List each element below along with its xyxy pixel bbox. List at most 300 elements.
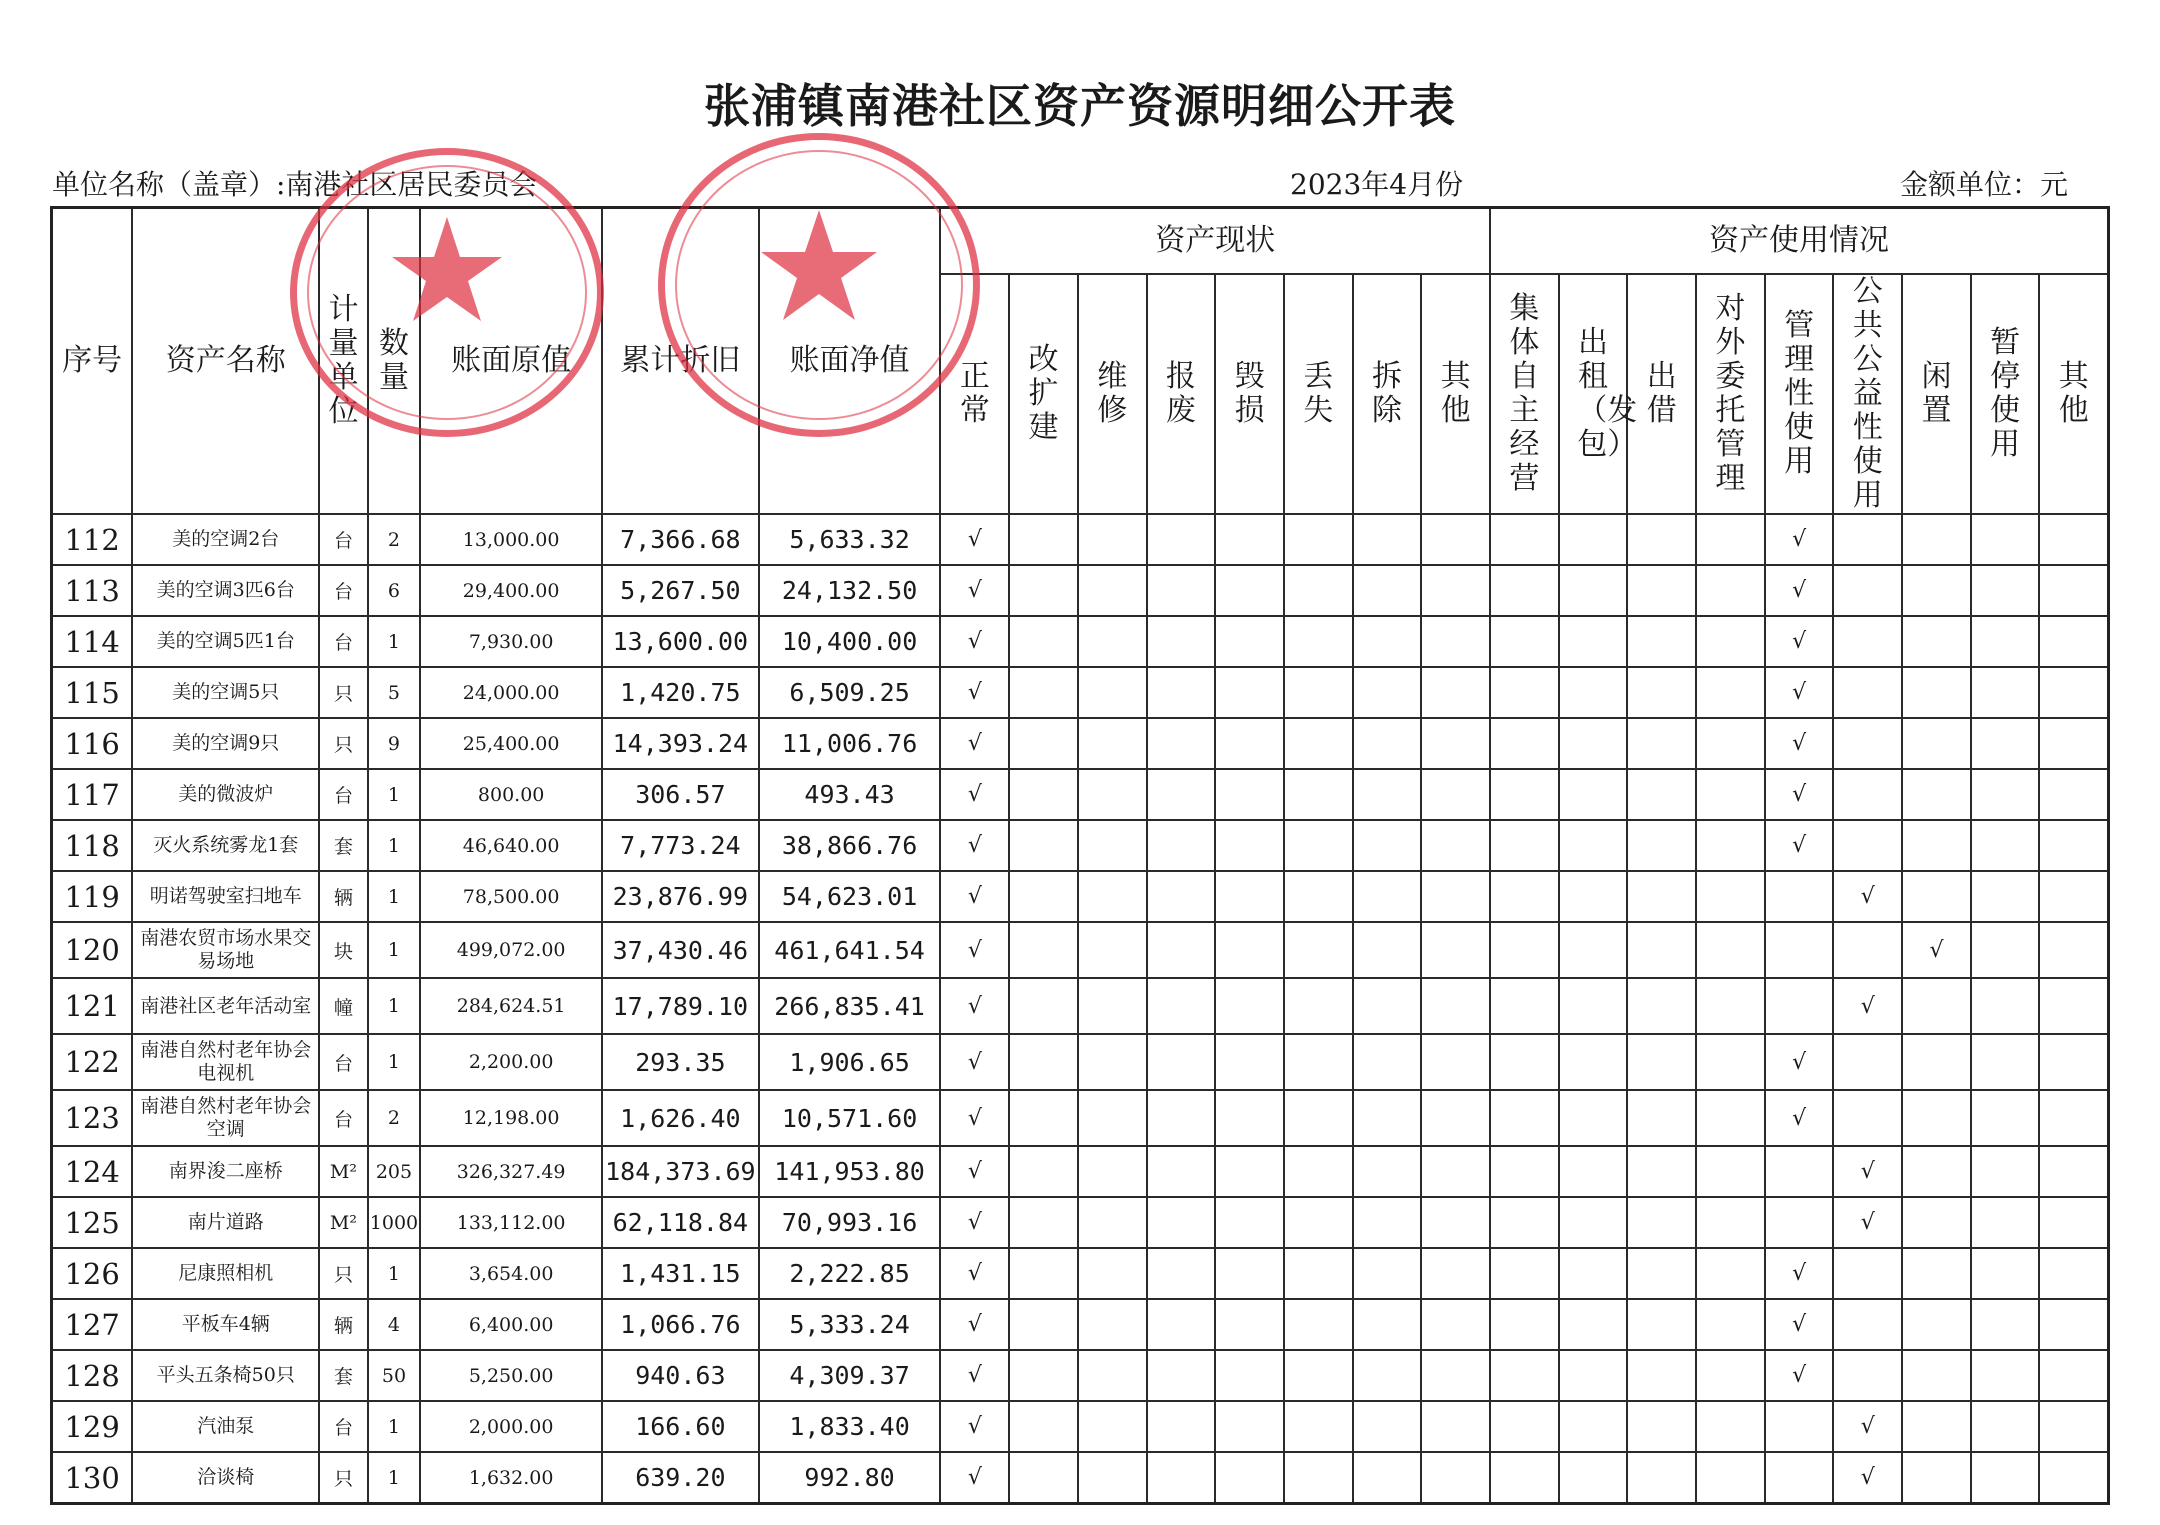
row-usage-cell: [1902, 820, 1971, 871]
table-row: [52, 871, 2109, 922]
row-status-cell: [1421, 667, 1490, 718]
col-header-accum-depreciation: 累计折旧: [602, 208, 759, 515]
row-net-value: 461,641.54: [759, 922, 941, 978]
row-usage-cell: [1490, 1146, 1559, 1197]
row-usage-cell: [1833, 565, 1902, 616]
row-usage-cell: [1559, 1401, 1628, 1452]
row-status-cell: [1009, 922, 1078, 978]
row-accum-depreciation: 293.35: [602, 1034, 759, 1090]
row-usage-cell: [1627, 667, 1696, 718]
table-row: [52, 978, 2109, 1034]
row-status-cell: √: [940, 718, 1009, 769]
row-usage-cell: [1971, 1401, 2040, 1452]
row-status-cell: [1009, 616, 1078, 667]
row-usage-cell: [1696, 1299, 1765, 1350]
row-status-cell: [1353, 769, 1422, 820]
row-usage-cell: [1902, 1197, 1971, 1248]
row-usage-cell: [1971, 1299, 2040, 1350]
row-usage-cell: [1902, 978, 1971, 1034]
row-seq: 117: [52, 769, 133, 820]
row-usage-cell: [1902, 616, 1971, 667]
row-status-cell: [1421, 769, 1490, 820]
col-header-status: [1215, 274, 1284, 514]
row-usage-cell: [1902, 1146, 1971, 1197]
row-status-cell: [1215, 667, 1284, 718]
row-usage-cell: [1696, 718, 1765, 769]
row-net-value: 11,006.76: [759, 718, 941, 769]
row-status-cell: [1421, 718, 1490, 769]
row-status-cell: √: [940, 1248, 1009, 1299]
currency-unit-label: 金额单位：元: [1900, 168, 2069, 201]
page-title: 张浦镇南港社区资产资源明细公开表: [704, 79, 1456, 133]
row-usage-cell: [1696, 667, 1765, 718]
row-usage-cell: [1627, 514, 1696, 565]
row-usage-cell: [1833, 514, 1902, 565]
row-seq: 128: [52, 1350, 133, 1401]
row-accum-depreciation: 940.63: [602, 1350, 759, 1401]
row-status-cell: [1215, 718, 1284, 769]
row-status-cell: [1147, 820, 1216, 871]
row-status-cell: [1353, 1401, 1422, 1452]
row-asset-name: 南港自然村老年协会空调: [132, 1090, 319, 1146]
row-original-value: 1,632.00: [420, 1452, 602, 1504]
row-status-cell: [1147, 1090, 1216, 1146]
row-usage-cell: [1559, 1146, 1628, 1197]
row-status-cell: [1421, 514, 1490, 565]
row-status-cell: √: [940, 616, 1009, 667]
row-accum-depreciation: 7,773.24: [602, 820, 759, 871]
row-status-cell: [1078, 978, 1147, 1034]
row-asset-name: 南界浚二座桥: [132, 1146, 319, 1197]
row-status-cell: [1078, 1034, 1147, 1090]
row-original-value: 2,000.00: [420, 1401, 602, 1452]
table-row: [52, 820, 2109, 871]
row-qty: 1: [368, 922, 421, 978]
row-usage-cell: [1833, 718, 1902, 769]
row-usage-cell: [1490, 667, 1559, 718]
col-header-original-value: 账面原值: [420, 208, 602, 515]
row-usage-cell: [1490, 1034, 1559, 1090]
col-header-unit: [319, 208, 367, 515]
row-unit: 台: [319, 1401, 367, 1452]
row-status-cell: [1009, 1452, 1078, 1504]
row-qty: 2: [368, 1090, 421, 1146]
row-unit: 辆: [319, 871, 367, 922]
row-status-cell: [1353, 820, 1422, 871]
row-usage-cell: [2039, 871, 2108, 922]
row-usage-cell: √: [1833, 1452, 1902, 1504]
row-usage-cell: [1902, 565, 1971, 616]
row-status-cell: [1215, 514, 1284, 565]
row-usage-cell: [1902, 1452, 1971, 1504]
row-status-cell: √: [940, 667, 1009, 718]
row-usage-cell: [1559, 922, 1628, 978]
row-unit: 只: [319, 718, 367, 769]
row-status-cell: [1353, 514, 1422, 565]
row-usage-cell: [1559, 616, 1628, 667]
row-status-cell: [1284, 718, 1353, 769]
row-usage-cell: [1833, 616, 1902, 667]
row-net-value: 266,835.41: [759, 978, 941, 1034]
row-status-cell: √: [940, 978, 1009, 1034]
row-usage-cell: [2039, 922, 2108, 978]
row-usage-cell: [1559, 1248, 1628, 1299]
row-status-cell: √: [940, 1197, 1009, 1248]
row-status-cell: [1353, 871, 1422, 922]
row-usage-cell: [1765, 871, 1834, 922]
row-usage-cell: [2039, 616, 2108, 667]
row-usage-cell: [1902, 1090, 1971, 1146]
row-usage-cell: [1833, 1090, 1902, 1146]
row-accum-depreciation: 306.57: [602, 769, 759, 820]
row-original-value: 6,400.00: [420, 1299, 602, 1350]
col-header-qty-text: 数量: [378, 326, 409, 395]
col-header-status: [1009, 274, 1078, 514]
row-status-cell: [1284, 1090, 1353, 1146]
row-usage-cell: [1971, 1197, 2040, 1248]
row-status-cell: [1284, 1452, 1353, 1504]
row-status-cell: [1353, 1248, 1422, 1299]
row-status-cell: [1009, 978, 1078, 1034]
row-usage-cell: [2039, 1401, 2108, 1452]
row-status-cell: [1009, 1197, 1078, 1248]
row-status-cell: [1009, 718, 1078, 769]
row-asset-name: 尼康照相机: [132, 1248, 319, 1299]
row-seq: 130: [52, 1452, 133, 1504]
row-original-value: 5,250.00: [420, 1350, 602, 1401]
row-status-cell: [1284, 667, 1353, 718]
col-header-usage-text: 管理性使用: [1784, 308, 1815, 479]
row-status-cell: [1421, 1034, 1490, 1090]
row-status-cell: [1078, 769, 1147, 820]
row-status-cell: √: [940, 871, 1009, 922]
row-original-value: 24,000.00: [420, 667, 602, 718]
row-qty: 9: [368, 718, 421, 769]
row-unit: 套: [319, 820, 367, 871]
row-unit: M²: [319, 1197, 367, 1248]
row-seq: 129: [52, 1401, 133, 1452]
row-usage-cell: [1559, 1452, 1628, 1504]
row-usage-cell: √: [1902, 922, 1971, 978]
row-asset-name: 平头五条椅50只: [132, 1350, 319, 1401]
row-status-cell: [1078, 1452, 1147, 1504]
row-usage-cell: [2039, 1034, 2108, 1090]
row-unit: 台: [319, 616, 367, 667]
col-header-status: [1078, 274, 1147, 514]
row-usage-cell: [1971, 1034, 2040, 1090]
col-header-status: [1147, 274, 1216, 514]
col-header-status-text: 毁损: [1234, 359, 1265, 428]
row-status-cell: [1078, 514, 1147, 565]
row-usage-cell: [1696, 1034, 1765, 1090]
col-header-status-text: 改扩建: [1028, 342, 1059, 445]
row-usage-cell: [1765, 1401, 1834, 1452]
row-net-value: 1,906.65: [759, 1034, 941, 1090]
row-accum-depreciation: 166.60: [602, 1401, 759, 1452]
row-net-value: 493.43: [759, 769, 941, 820]
row-status-cell: [1353, 922, 1422, 978]
row-status-cell: √: [940, 1034, 1009, 1090]
table-row: [52, 1452, 2109, 1504]
row-usage-cell: √: [1765, 1034, 1834, 1090]
row-usage-cell: [1627, 1090, 1696, 1146]
table-row: [52, 1350, 2109, 1401]
row-accum-depreciation: 1,420.75: [602, 667, 759, 718]
row-usage-cell: [1902, 1248, 1971, 1299]
row-status-cell: [1078, 871, 1147, 922]
table-row: [52, 616, 2109, 667]
col-header-status-text: 报废: [1165, 359, 1196, 428]
row-usage-cell: [1559, 718, 1628, 769]
col-header-usage-text: 出租（发包）: [1577, 325, 1638, 462]
row-net-value: 6,509.25: [759, 667, 941, 718]
row-usage-cell: [1971, 1248, 2040, 1299]
row-usage-cell: [1833, 820, 1902, 871]
row-usage-cell: [2039, 978, 2108, 1034]
row-accum-depreciation: 5,267.50: [602, 565, 759, 616]
row-asset-name: 南港社区老年活动室: [132, 978, 319, 1034]
row-usage-cell: [1971, 769, 2040, 820]
row-usage-cell: [1627, 565, 1696, 616]
row-accum-depreciation: 1,431.15: [602, 1248, 759, 1299]
row-status-cell: [1284, 871, 1353, 922]
row-usage-cell: [1627, 1034, 1696, 1090]
row-seq: 120: [52, 922, 133, 978]
col-header-status: [1284, 274, 1353, 514]
row-original-value: 25,400.00: [420, 718, 602, 769]
row-usage-cell: √: [1765, 514, 1834, 565]
row-seq: 124: [52, 1146, 133, 1197]
row-status-cell: [1353, 616, 1422, 667]
row-status-cell: [1353, 667, 1422, 718]
row-usage-cell: [2039, 1452, 2108, 1504]
row-asset-name: 美的空调5匹1台: [132, 616, 319, 667]
row-status-cell: [1421, 1146, 1490, 1197]
row-status-cell: [1009, 1401, 1078, 1452]
report-period: 2023年4月份: [1290, 168, 1464, 201]
row-usage-cell: [1627, 616, 1696, 667]
row-unit: 套: [319, 1350, 367, 1401]
row-usage-cell: [1627, 1197, 1696, 1248]
row-seq: 118: [52, 820, 133, 871]
col-header-usage: [1902, 274, 1971, 514]
row-status-cell: [1009, 1248, 1078, 1299]
row-usage-cell: √: [1765, 667, 1834, 718]
row-status-cell: [1353, 565, 1422, 616]
row-status-cell: [1284, 616, 1353, 667]
row-asset-name: 美的微波炉: [132, 769, 319, 820]
col-header-status-text: 正常: [959, 359, 990, 428]
row-usage-cell: [1559, 1350, 1628, 1401]
row-qty: 2: [368, 514, 421, 565]
row-usage-cell: [1833, 769, 1902, 820]
row-status-cell: [1353, 1452, 1422, 1504]
row-qty: 1: [368, 769, 421, 820]
row-unit: 辆: [319, 1299, 367, 1350]
row-usage-cell: [2039, 1248, 2108, 1299]
row-status-cell: [1078, 616, 1147, 667]
row-usage-cell: √: [1833, 1197, 1902, 1248]
row-net-value: 2,222.85: [759, 1248, 941, 1299]
row-accum-depreciation: 1,066.76: [602, 1299, 759, 1350]
row-usage-cell: [1696, 1248, 1765, 1299]
row-accum-depreciation: 14,393.24: [602, 718, 759, 769]
row-accum-depreciation: 23,876.99: [602, 871, 759, 922]
row-status-cell: [1421, 1090, 1490, 1146]
row-usage-cell: [1696, 871, 1765, 922]
row-status-cell: [1353, 978, 1422, 1034]
row-usage-cell: [2039, 1350, 2108, 1401]
col-header-status-text: 丢失: [1303, 359, 1334, 428]
row-usage-cell: [1765, 922, 1834, 978]
row-status-cell: [1284, 1350, 1353, 1401]
row-status-cell: [1215, 1452, 1284, 1504]
row-usage-cell: [1971, 718, 2040, 769]
row-usage-cell: [1627, 871, 1696, 922]
row-usage-cell: [2039, 514, 2108, 565]
row-unit: 台: [319, 1090, 367, 1146]
row-usage-cell: [1971, 1146, 2040, 1197]
row-unit: 块: [319, 922, 367, 978]
row-status-cell: [1284, 1197, 1353, 1248]
row-usage-cell: [1833, 1248, 1902, 1299]
row-status-cell: [1215, 1197, 1284, 1248]
row-qty: 1: [368, 1452, 421, 1504]
row-status-cell: [1421, 820, 1490, 871]
ledger-body: [52, 514, 2109, 1504]
row-usage-cell: [1833, 1350, 1902, 1401]
row-usage-cell: [1490, 565, 1559, 616]
row-usage-cell: √: [1765, 1299, 1834, 1350]
table-row: [52, 922, 2109, 978]
row-original-value: 3,654.00: [420, 1248, 602, 1299]
row-status-cell: [1421, 922, 1490, 978]
row-usage-cell: [1490, 1299, 1559, 1350]
row-accum-depreciation: 639.20: [602, 1452, 759, 1504]
row-original-value: 284,624.51: [420, 978, 602, 1034]
row-usage-cell: [1765, 1146, 1834, 1197]
row-usage-cell: [1627, 1452, 1696, 1504]
row-status-cell: [1215, 820, 1284, 871]
row-seq: 127: [52, 1299, 133, 1350]
row-usage-cell: [1902, 1350, 1971, 1401]
col-header-qty: [368, 208, 421, 515]
row-usage-cell: [1627, 922, 1696, 978]
row-original-value: 78,500.00: [420, 871, 602, 922]
row-usage-cell: √: [1765, 820, 1834, 871]
row-usage-cell: √: [1765, 1090, 1834, 1146]
row-status-cell: [1147, 1146, 1216, 1197]
row-usage-cell: [1490, 820, 1559, 871]
row-usage-cell: [1696, 1401, 1765, 1452]
row-status-cell: [1147, 667, 1216, 718]
row-accum-depreciation: 37,430.46: [602, 922, 759, 978]
row-qty: 1: [368, 978, 421, 1034]
table-row: [52, 1401, 2109, 1452]
row-usage-cell: [2039, 1299, 2108, 1350]
row-usage-cell: [1696, 1090, 1765, 1146]
row-qty: 6: [368, 565, 421, 616]
row-usage-cell: [1559, 1034, 1628, 1090]
row-usage-cell: [1490, 514, 1559, 565]
col-header-usage-text: 对外委托管理: [1715, 291, 1746, 496]
row-usage-cell: [1490, 1197, 1559, 1248]
row-usage-cell: [1696, 922, 1765, 978]
row-usage-cell: [1765, 1197, 1834, 1248]
row-usage-cell: [1559, 667, 1628, 718]
row-status-cell: [1284, 769, 1353, 820]
row-status-cell: [1284, 1034, 1353, 1090]
row-status-cell: [1284, 1401, 1353, 1452]
table-row: [52, 565, 2109, 616]
row-unit: 幢: [319, 978, 367, 1034]
row-status-cell: [1421, 978, 1490, 1034]
row-usage-cell: [1627, 820, 1696, 871]
row-status-cell: [1009, 871, 1078, 922]
row-status-cell: [1421, 1299, 1490, 1350]
row-status-cell: [1421, 1452, 1490, 1504]
group-header-status: 资产现状: [940, 208, 1490, 275]
row-usage-cell: [1902, 718, 1971, 769]
col-header-seq: 序号: [52, 208, 133, 515]
row-unit: 只: [319, 667, 367, 718]
col-header-status-text: 拆除: [1371, 359, 1402, 428]
row-status-cell: [1215, 1090, 1284, 1146]
row-status-cell: [1147, 616, 1216, 667]
row-usage-cell: [1559, 978, 1628, 1034]
row-usage-cell: [1971, 820, 2040, 871]
row-accum-depreciation: 1,626.40: [602, 1090, 759, 1146]
row-status-cell: √: [940, 922, 1009, 978]
row-status-cell: [1215, 769, 1284, 820]
row-unit: 只: [319, 1248, 367, 1299]
row-usage-cell: √: [1833, 1401, 1902, 1452]
col-header-usage: [1971, 274, 2040, 514]
row-usage-cell: [1490, 769, 1559, 820]
row-status-cell: [1078, 718, 1147, 769]
row-usage-cell: [1833, 1034, 1902, 1090]
row-usage-cell: [1833, 1299, 1902, 1350]
row-usage-cell: [2039, 769, 2108, 820]
row-usage-cell: [1971, 1350, 2040, 1401]
row-qty: 1000: [368, 1197, 421, 1248]
row-qty: 205: [368, 1146, 421, 1197]
row-original-value: 12,198.00: [420, 1090, 602, 1146]
row-seq: 113: [52, 565, 133, 616]
row-status-cell: √: [940, 820, 1009, 871]
table-row: [52, 1034, 2109, 1090]
row-status-cell: [1284, 1146, 1353, 1197]
row-status-cell: [1009, 820, 1078, 871]
row-status-cell: [1147, 1401, 1216, 1452]
row-status-cell: [1353, 718, 1422, 769]
row-usage-cell: [1490, 978, 1559, 1034]
row-status-cell: √: [940, 1401, 1009, 1452]
row-usage-cell: [1971, 667, 2040, 718]
row-net-value: 4,309.37: [759, 1350, 941, 1401]
row-asset-name: 美的空调2台: [132, 514, 319, 565]
row-unit: 台: [319, 514, 367, 565]
row-asset-name: 明诺驾驶室扫地车: [132, 871, 319, 922]
row-status-cell: [1215, 616, 1284, 667]
table-row: [52, 667, 2109, 718]
row-net-value: 10,400.00: [759, 616, 941, 667]
row-qty: 1: [368, 871, 421, 922]
row-usage-cell: [1696, 514, 1765, 565]
row-status-cell: [1353, 1146, 1422, 1197]
col-header-usage: [1559, 274, 1638, 514]
row-usage-cell: [1833, 667, 1902, 718]
